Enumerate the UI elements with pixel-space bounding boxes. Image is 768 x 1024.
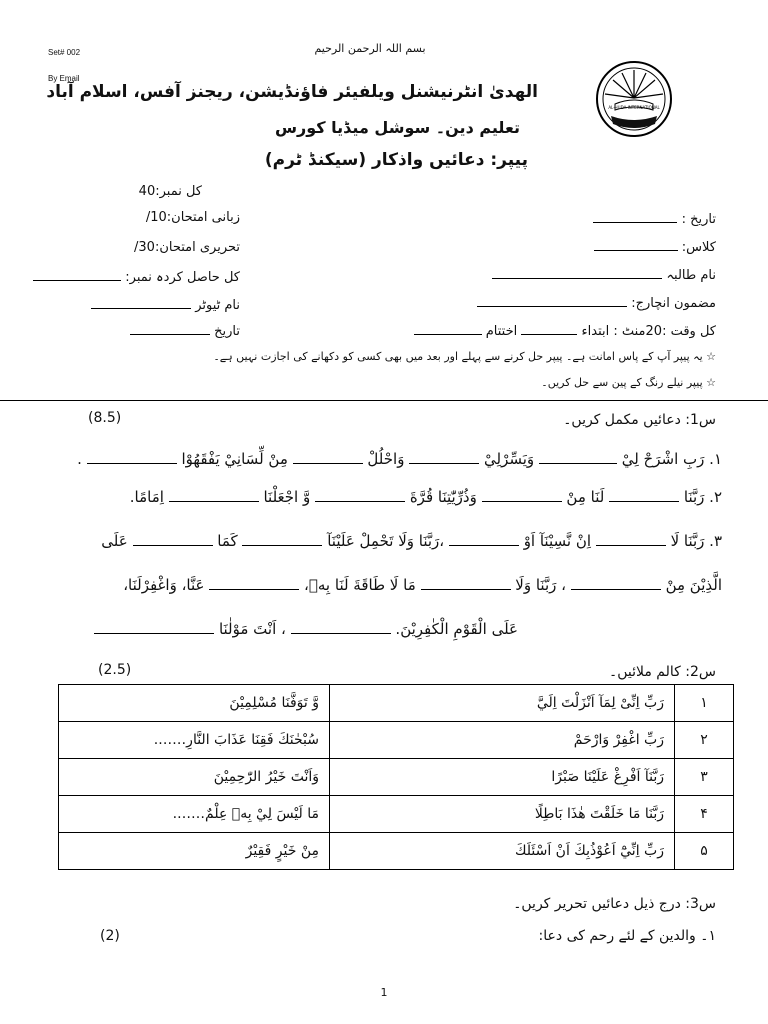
- q1-line-5-part-2: عَلَى الْقَوْمِ الْكٰفِرِيْنَ.: [395, 620, 518, 638]
- bismillah: بسم اللہ الرحمن الرحیم: [314, 42, 426, 55]
- row-number: ۴: [675, 796, 734, 833]
- q1-line-2-part-1: ۲. رَبَّنَا: [683, 488, 722, 506]
- class-row: [476, 238, 716, 255]
- end-time-blank[interactable]: [414, 322, 482, 335]
- row-number: ۵: [675, 833, 734, 870]
- row-number: ۳: [675, 759, 734, 796]
- written-exam-marks: تحریری امتحان:30/: [134, 240, 240, 255]
- q1-line-4-part-1: الَّذِيْنَ مِنْ: [665, 576, 722, 594]
- q1-line-3-part-5: عَلَى: [101, 532, 128, 550]
- obtained-marks-row: [20, 268, 240, 285]
- q1-line-3-blank-2[interactable]: [449, 533, 519, 546]
- delivery-label: By Email: [48, 74, 80, 83]
- q3-title: س3: درج ذیل دعائیں تحریر کریں۔: [513, 896, 716, 912]
- tutor-name-blank[interactable]: [91, 296, 191, 309]
- q1-line-4-part-2: ، رَبَّنَا وَلَا: [515, 576, 566, 594]
- q1-line-1-blank-4[interactable]: [87, 451, 177, 464]
- q1-line-2-blank-4[interactable]: [169, 489, 259, 502]
- total-marks: کل نمبر:40: [138, 184, 202, 199]
- q1-line-2-blank-3[interactable]: [315, 489, 405, 502]
- row-number: ۱: [675, 685, 734, 722]
- q1-line-1: [32, 450, 722, 468]
- subject-incharge-blank[interactable]: [477, 294, 627, 307]
- q1-title: س1: دعائیں مکمل کریں۔: [563, 412, 716, 428]
- right-column-cell: رَبِّ اِنِّىْ لِمَآ اَنْزَلْتَ اِلَيَّ: [330, 685, 675, 722]
- q1-line-4-blank-2[interactable]: [421, 577, 511, 590]
- time-row: [296, 322, 716, 339]
- class-label: کلاس:: [681, 240, 716, 255]
- left-column-cell: سُبْحٰنَكَ فَقِنَا عَذَابَ النَّارِ…….: [59, 722, 330, 759]
- q1-line-3-part-1: ۳. رَبَّنَا لَا: [670, 532, 722, 550]
- q1-line-1-part-2: وَيَسِّرْلِيْ: [484, 450, 535, 468]
- q1-line-3-part-3: ،رَبَّنَا وَلَا تَحْمِلْ عَلَيْنَآ: [327, 532, 445, 550]
- right-column-cell: رَبِّ اغْفِرْ وَارْحَمْ: [330, 722, 675, 759]
- tutor-name-row: [20, 296, 240, 313]
- set-label: Set# 002: [48, 48, 81, 57]
- q1-line-3-part-4: كَمَا: [217, 532, 238, 550]
- tutor-name-label: نام ٹیوٹر: [195, 298, 240, 313]
- q3-marks: (2): [100, 928, 120, 944]
- q1-line-2: [32, 488, 722, 506]
- q1-line-3-blank-1[interactable]: [596, 533, 666, 546]
- marks-date-row: [20, 322, 240, 339]
- q1-line-5-blank-2[interactable]: [94, 621, 214, 634]
- q1-line-1-blank-2[interactable]: [409, 451, 479, 464]
- q1-line-3-blank-4[interactable]: [133, 533, 213, 546]
- divider: [0, 400, 768, 401]
- class-blank[interactable]: [594, 238, 678, 251]
- marks-date-label: تاریخ: [214, 324, 240, 339]
- q1-line-2-part-5: اِمَامًا.: [129, 488, 164, 506]
- q1-line-2-blank-1[interactable]: [609, 489, 679, 502]
- left-column-cell: مَا لَيْسَ لِيْ بِهٖ عِلْمٌ…….: [59, 796, 330, 833]
- start-time-blank[interactable]: [521, 322, 577, 335]
- student-name-label: نام طالبہ: [666, 268, 716, 283]
- date-blank[interactable]: [593, 210, 677, 223]
- marks-date-blank[interactable]: [130, 322, 210, 335]
- end-label: اختتام: [485, 324, 518, 339]
- q1-line-1-part-5: .: [77, 450, 82, 468]
- matching-table: [58, 684, 734, 870]
- instruction-2: ☆ پیپر نیلے رنگ کے پین سے حل کریں۔: [541, 376, 716, 389]
- obtained-marks-blank[interactable]: [33, 268, 121, 281]
- table-row: [59, 759, 734, 796]
- q1-line-4-part-4: عَنَّا، وَاغْفِرْلَنَا،: [123, 576, 205, 594]
- table-row: [59, 685, 734, 722]
- right-column-cell: رَبِّ اِنِّيْٓ اَعُوْذُبِكَ اَنْ اَسْئَلَكَ: [330, 833, 675, 870]
- q1-line-5: [32, 620, 518, 638]
- time-label: کل وقت :20منٹ : ابتداء: [581, 324, 716, 339]
- q1-line-5-blank-1[interactable]: [291, 621, 391, 634]
- svg-text:AL-HUDA INTERNATIONAL: AL-HUDA INTERNATIONAL: [608, 105, 660, 110]
- right-column-cell: رَبَّنَآ اَفْرِغْ عَلَيْنَا صَبْرًا: [330, 759, 675, 796]
- q1-line-3-blank-3[interactable]: [242, 533, 322, 546]
- q3-item-1: ۱۔ والدین کے لئے رحم کی دعا:: [538, 928, 716, 944]
- q1-line-1-part-3: وَاحْلُلْ: [367, 450, 405, 468]
- q1-line-4-blank-1[interactable]: [571, 577, 661, 590]
- table-row: [59, 796, 734, 833]
- instruction-1: ☆ یہ پیپر آپ کے پاس امانت ہے۔ پیپر حل کرنے سے پہلے اور بعد میں بھی کسی کو دکھانے کی اجازت نہیں ہے۔: [213, 350, 716, 363]
- q1-line-1-part-1: ۱. رَبِ اشْرَحْ لِيْ: [621, 450, 722, 468]
- row-number: ۲: [675, 722, 734, 759]
- student-name-row: [416, 266, 716, 283]
- q2-marks: (2.5): [98, 662, 132, 678]
- q1-line-4-blank-3[interactable]: [209, 577, 299, 590]
- subject-incharge-label: مضمون انچارج:: [631, 296, 716, 311]
- oral-exam-marks: زبانی امتحان:10/: [145, 210, 240, 225]
- q1-marks: (8.5): [88, 410, 122, 426]
- left-column-cell: مِنْ خَيْرٍ فَقِيْرٌ: [59, 833, 330, 870]
- subject-incharge-row: [416, 294, 716, 311]
- obtained-marks-label: کل حاصل کردہ نمبر:: [125, 270, 240, 285]
- q1-line-5-part-1: ، اَنْتَ مَوْلٰنَا: [218, 620, 286, 638]
- q1-line-2-blank-2[interactable]: [482, 489, 562, 502]
- q1-line-2-part-4: وَّ اجْعَلْنَا: [263, 488, 311, 506]
- q2-title: س2: کالم ملائیں۔: [609, 664, 716, 680]
- date-label: تاریخ :: [681, 212, 716, 227]
- page-number: 1: [380, 986, 388, 999]
- date-row: [476, 210, 716, 227]
- q1-line-4: [32, 576, 722, 594]
- q1-line-1-blank-3[interactable]: [293, 451, 363, 464]
- q1-line-2-part-3: وَذُرِّيّٰتِنَا قُرَّةَ: [409, 488, 477, 506]
- q1-line-1-blank-1[interactable]: [539, 451, 617, 464]
- al-huda-logo: [595, 60, 673, 138]
- q1-line-3: [32, 532, 722, 550]
- q1-line-1-part-4: مِنْ لِّسَانِيْ يَفْقَهُوْا: [181, 450, 288, 468]
- q1-line-2-part-2: لَنَا مِنْ: [566, 488, 605, 506]
- student-name-blank[interactable]: [492, 266, 662, 279]
- q1-line-4-part-3: مَا لَا طَاقَةَ لَنَا بِهٖ،: [304, 576, 416, 594]
- left-column-cell: وَّ تَوَفَّنَا مُسْلِمِيْنَ: [59, 685, 330, 722]
- organization-title: الھدیٰ انٹرنیشنل ویلفیئر فاؤنڈیشن، ریجنز آفس، اسلام آباد: [46, 82, 538, 102]
- table-row: [59, 722, 734, 759]
- paper-title: پیپر: دعائیں واذکار (سیکنڈ ٹرم): [264, 150, 528, 170]
- course-title: تعلیم دین۔ سوشل میڈیا کورس: [274, 118, 520, 137]
- table-row: [59, 833, 734, 870]
- right-column-cell: رَبَّنَا مَا خَلَقْتَ هٰذَا بَاطِلًا: [330, 796, 675, 833]
- left-column-cell: وَاَنْتَ خَيْرُ الرّٰحِمِيْنَ: [59, 759, 330, 796]
- q1-line-3-part-2: اِنْ نَّسِيْنَآ اَوْ: [523, 532, 591, 550]
